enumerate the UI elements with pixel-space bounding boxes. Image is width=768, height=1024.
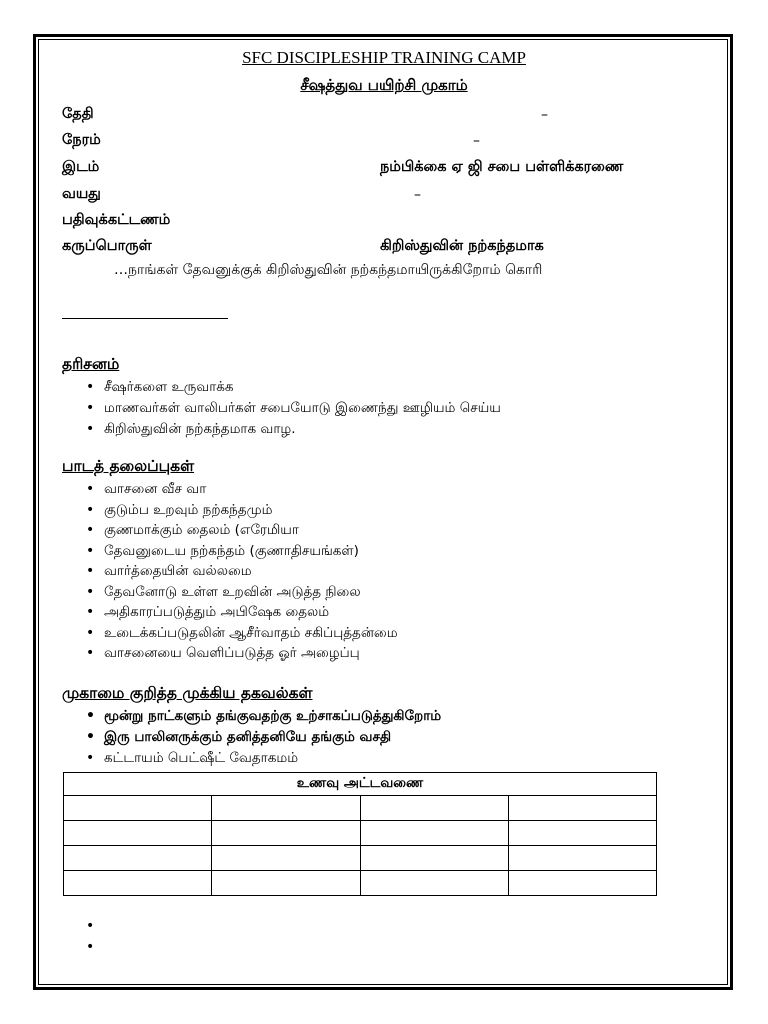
divider-line xyxy=(62,318,228,319)
list-item: • கட்டாயம் பெட்ஷீட் வேதாகமம் xyxy=(62,748,441,769)
table-cell xyxy=(212,871,360,896)
table-cell xyxy=(360,846,508,871)
meal-schedule-heading: உணவு அட்டவணை xyxy=(64,773,657,796)
table-cell xyxy=(508,846,656,871)
list-item: • வாசனையை வெளிப்படுத்த ஓர் அழைப்பு xyxy=(62,643,398,664)
venue-label: இடம் xyxy=(62,159,100,175)
table-cell xyxy=(360,871,508,896)
theme-label: கருப்பொருள் xyxy=(62,238,152,254)
venue-value: நம்பிக்கை ஏ ஜி சபை பள்ளிக்கரணை xyxy=(380,159,624,175)
table-cell xyxy=(360,821,508,846)
vision-heading: தரிசனம் xyxy=(62,355,120,373)
time-value: – xyxy=(473,133,480,149)
table-cell xyxy=(360,796,508,821)
list-item: • தேவனோடு உள்ள உறவின் அடுத்த நிலை xyxy=(62,582,398,603)
bullet-icon: • xyxy=(86,939,95,955)
table-cell xyxy=(508,871,656,896)
list-item: • மூன்று நாட்களும் தங்குவதற்கு உற்சாகப்படுத்துகிறோம் xyxy=(62,706,441,727)
meal-schedule-table xyxy=(63,772,657,896)
list-item: • சீஷர்களை உருவாக்க xyxy=(62,377,501,398)
table-cell xyxy=(64,821,212,846)
table-cell xyxy=(64,871,212,896)
empty-bullet-list xyxy=(86,916,94,958)
document-title-tamil: சீஷத்துவ பயிற்சி முகாம் xyxy=(300,76,468,94)
table-cell xyxy=(508,796,656,821)
bible-verse: …நாங்கள் தேவனுக்குக் கிறிஸ்துவின் நற்கந்தமாயிருக்கிறோம் கொரி xyxy=(114,262,543,278)
list-item: • வாசனை வீச வா xyxy=(62,479,398,500)
table-row xyxy=(64,871,657,896)
table-row xyxy=(64,846,657,871)
age-label: வயது xyxy=(62,186,101,202)
time-label: நேரம் xyxy=(62,132,101,148)
list-item: • மாணவர்கள் வாலிபர்கள் சபையோடு இணைந்து ஊழியம் செய்ய xyxy=(62,398,501,419)
list-item: • குடும்ப உறவும் நற்கந்தமும் xyxy=(62,500,398,521)
table-row xyxy=(64,796,657,821)
list-item: • கிறிஸ்துவின் நற்கந்தமாக வாழ. xyxy=(62,419,501,440)
bullet-icon: • xyxy=(86,918,95,934)
date-label: தேதி xyxy=(62,106,94,122)
lesson-topics-list xyxy=(62,479,398,664)
table-cell xyxy=(508,821,656,846)
list-item: • இரு பாலினருக்கும் தனித்தனியே தங்கும் வசதி xyxy=(62,727,441,748)
table-cell xyxy=(212,846,360,871)
list-item: • குணமாக்கும் தைலம் (எரேமியா xyxy=(62,520,398,541)
table-row xyxy=(64,821,657,846)
age-value: – xyxy=(414,187,421,203)
table-cell xyxy=(64,846,212,871)
table-cell xyxy=(64,796,212,821)
table-header-row xyxy=(64,773,657,796)
list-item: • தேவனுடைய நற்கந்தம் (குணாதிசயங்கள்) xyxy=(62,541,398,562)
date-value: – xyxy=(541,107,548,123)
camp-info-heading: முகாமை குறித்த முக்கிய தகவல்கள் xyxy=(62,684,313,702)
camp-info-list xyxy=(62,706,441,769)
list-item: • உடைக்கப்படுதலின் ஆசீர்வாதம் சகிப்புத்தன்மை xyxy=(62,623,398,644)
lesson-topics-heading: பாடத் தலைப்புகள் xyxy=(62,457,195,475)
table-cell xyxy=(212,796,360,821)
registration-fee-label: பதிவுக்கட்டணம் xyxy=(62,212,171,228)
theme-value: கிறிஸ்துவின் நற்கந்தமாக xyxy=(380,238,544,254)
vision-list xyxy=(62,377,501,440)
list-item: • வார்த்தையின் வல்லமை xyxy=(62,561,398,582)
document-title-english: SFC DISCIPLESHIP TRAINING CAMP xyxy=(242,48,526,67)
list-item: • அதிகாரப்படுத்தும் அபிஷேக தைலம் xyxy=(62,602,398,623)
table-cell xyxy=(212,821,360,846)
